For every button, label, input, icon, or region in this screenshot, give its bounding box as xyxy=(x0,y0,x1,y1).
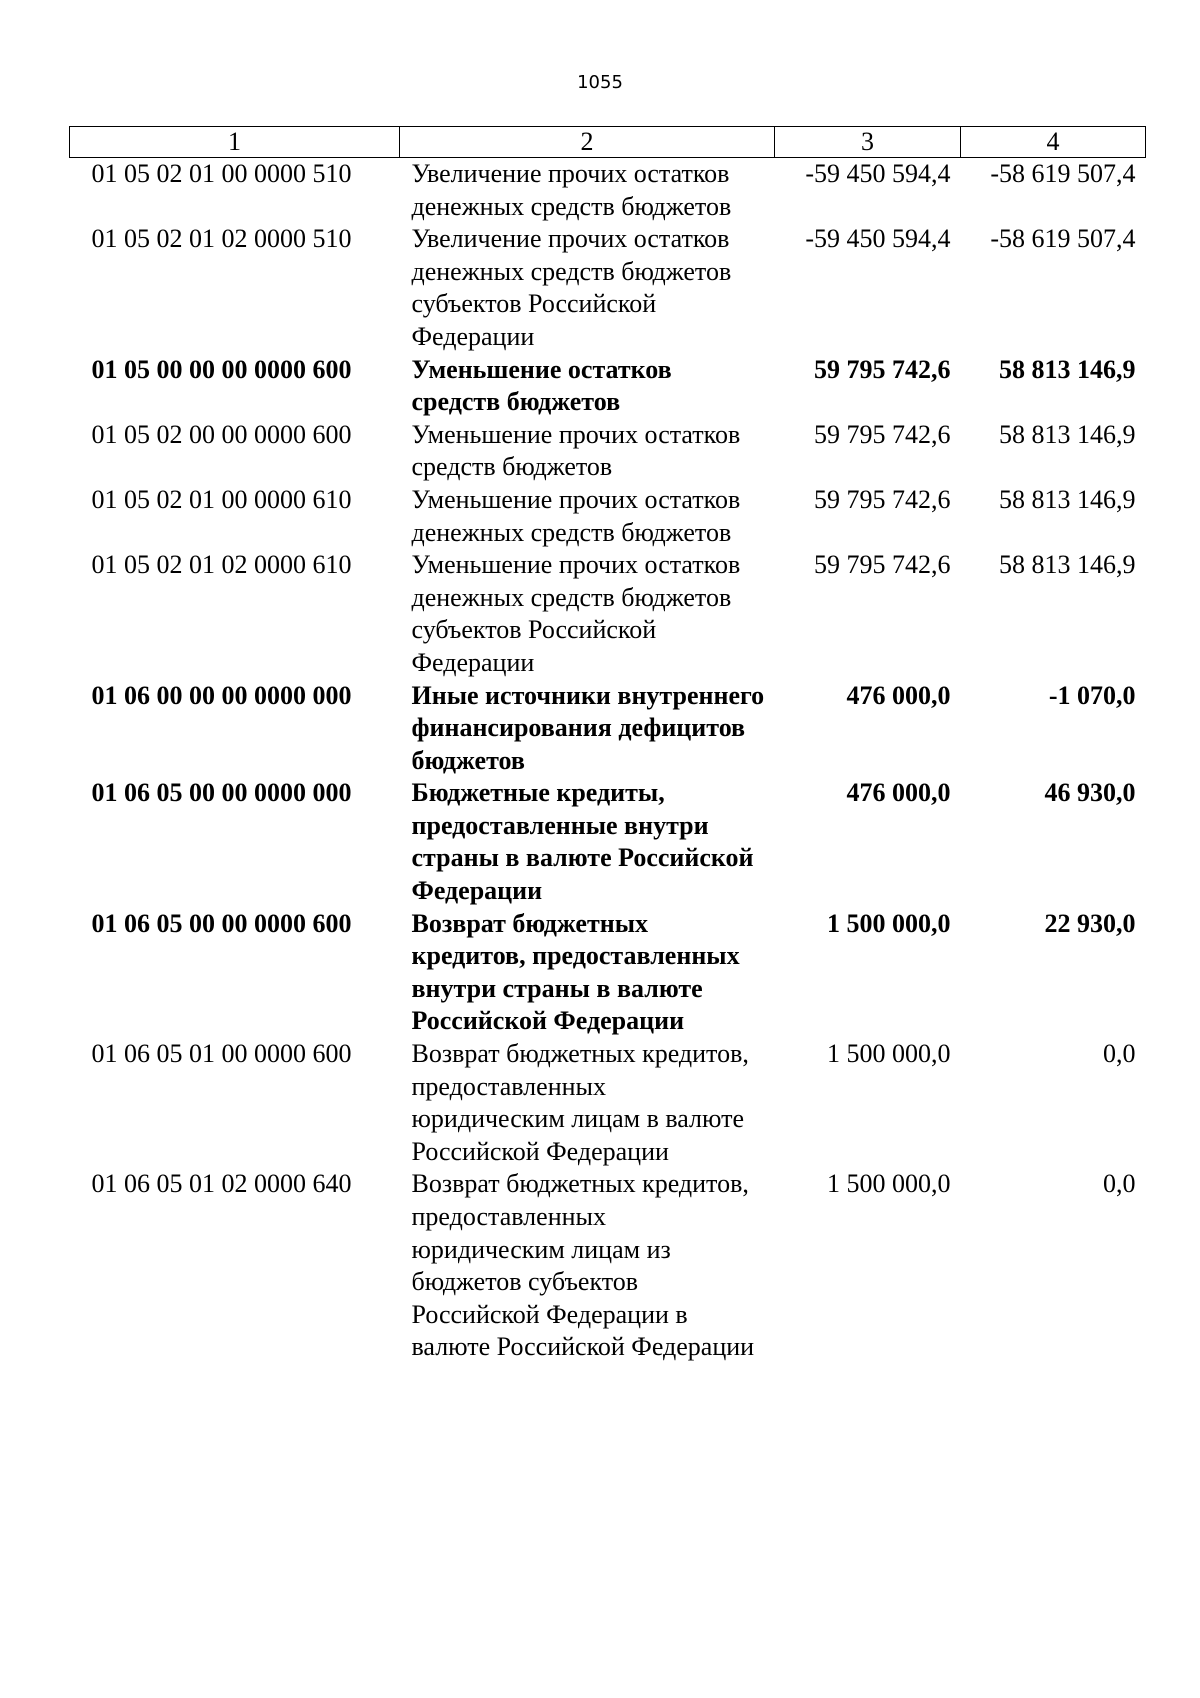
table-row xyxy=(70,223,1146,353)
table-row xyxy=(70,549,1146,679)
row-name-cell: Уменьшение прочих остатков денежных средств бюджетов субъектов Российской Федерации xyxy=(411,550,741,677)
budget-code-cell: 01 05 02 00 00 0000 600 xyxy=(91,419,352,449)
table-row xyxy=(70,484,1146,549)
value-col3-cell: 1 500 000,0 xyxy=(827,1169,951,1199)
budget-code-cell: 01 06 05 00 00 0000 000 xyxy=(91,778,352,808)
table-row xyxy=(70,1168,1146,1364)
value-col3-cell: 59 795 742,6 xyxy=(814,354,951,384)
value-col4-cell: 58 813 146,9 xyxy=(999,550,1136,580)
table-row xyxy=(70,1038,1146,1168)
row-name-cell: Уменьшение остатков средств бюджетов xyxy=(411,354,672,417)
page-number: 1055 xyxy=(577,72,623,93)
value-col3-cell: 1 500 000,0 xyxy=(827,1039,951,1069)
column-header-1: 1 xyxy=(70,127,400,158)
table-row xyxy=(70,158,1146,224)
row-name-cell: Возврат бюджетных кредитов, предоставленных юридическим лицам из бюджетов субъектов Российской Федерации в валюте Российской Федерации xyxy=(411,1169,755,1362)
row-name-cell: Возврат бюджетных кредитов, предоставленных юридическим лицам в валюте Российской Федерации xyxy=(411,1039,749,1166)
column-header-3: 3 xyxy=(775,127,961,158)
budget-code-cell: 01 05 02 01 02 0000 510 xyxy=(91,224,352,254)
value-col4-cell: 22 930,0 xyxy=(1044,908,1136,938)
budget-code-cell: 01 05 00 00 00 0000 600 xyxy=(91,354,352,384)
budget-code-cell: 01 05 02 01 02 0000 610 xyxy=(91,550,352,580)
row-name-cell: Увеличение прочих остатков денежных средств бюджетов субъектов Российской Федерации xyxy=(411,224,732,351)
value-col3-cell: 59 795 742,6 xyxy=(814,484,951,514)
row-name-cell: Иные источники внутреннего финансирования дефицитов бюджетов xyxy=(411,680,765,775)
budget-sources-table xyxy=(69,126,1146,1364)
row-name-cell: Уменьшение прочих остатков денежных средств бюджетов xyxy=(411,484,741,547)
row-name-cell: Уменьшение прочих остатков средств бюджетов xyxy=(411,419,741,482)
value-col3-cell: 1 500 000,0 xyxy=(827,908,951,938)
value-col4-cell: -58 619 507,4 xyxy=(990,159,1136,188)
table-row xyxy=(70,354,1146,419)
budget-code-cell: 01 06 00 00 00 0000 000 xyxy=(91,680,352,710)
value-col4-cell: -58 619 507,4 xyxy=(990,224,1136,254)
value-col3-cell: 59 795 742,6 xyxy=(814,550,951,580)
row-name-cell: Возврат бюджетных кредитов, предоставленных внутри страны в валюте Российской Федерации xyxy=(411,908,740,1036)
budget-code-cell: 01 06 05 01 02 0000 640 xyxy=(91,1169,352,1199)
budget-code-cell: 01 06 05 01 00 0000 600 xyxy=(91,1039,352,1069)
value-col4-cell: 46 930,0 xyxy=(1044,778,1136,808)
value-col4-cell: 58 813 146,9 xyxy=(999,419,1136,449)
table-row xyxy=(70,908,1146,1038)
row-name-cell: Бюджетные кредиты, предоставленные внутри страны в валюте Российской Федерации xyxy=(411,778,754,906)
value-col4-cell: 0,0 xyxy=(1103,1039,1136,1069)
value-col4-cell: -1 070,0 xyxy=(1048,680,1136,710)
budget-code-cell: 01 05 02 01 00 0000 510 xyxy=(91,159,352,188)
table-row xyxy=(70,777,1146,907)
table-row xyxy=(70,419,1146,484)
value-col4-cell: 0,0 xyxy=(1103,1169,1136,1199)
table-row xyxy=(70,680,1146,778)
row-name-cell: Увеличение прочих остатков денежных средств бюджетов xyxy=(411,159,732,221)
value-col3-cell: 476 000,0 xyxy=(846,680,951,710)
column-header-2: 2 xyxy=(400,127,775,158)
value-col4-cell: 58 813 146,9 xyxy=(999,484,1136,514)
value-col3-cell: 59 795 742,6 xyxy=(814,419,951,449)
value-col3-cell: -59 450 594,4 xyxy=(805,224,951,254)
value-col4-cell: 58 813 146,9 xyxy=(999,354,1136,384)
value-col3-cell: 476 000,0 xyxy=(846,778,951,808)
value-col3-cell: -59 450 594,4 xyxy=(805,159,951,188)
table-header-row xyxy=(70,127,1146,158)
column-header-4: 4 xyxy=(961,127,1146,158)
budget-code-cell: 01 06 05 00 00 0000 600 xyxy=(91,908,352,938)
budget-code-cell: 01 05 02 01 00 0000 610 xyxy=(91,484,352,514)
